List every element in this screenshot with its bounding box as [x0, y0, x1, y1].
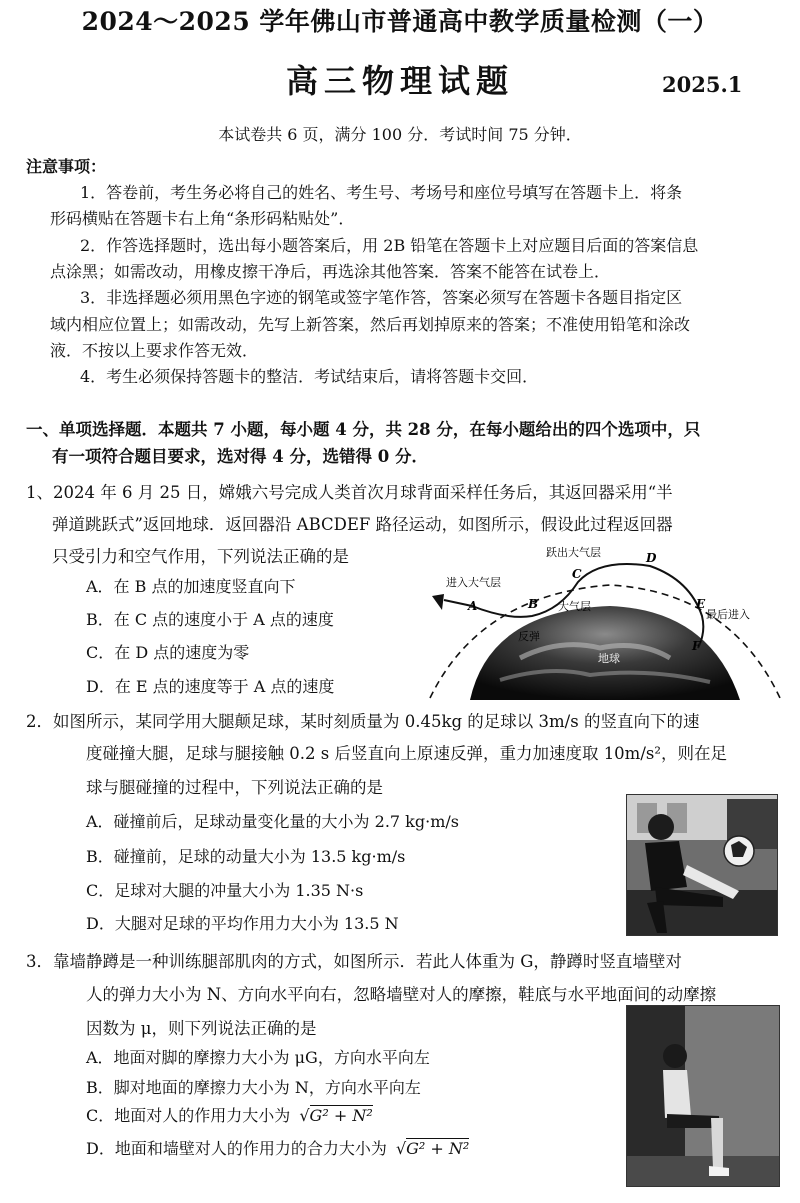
- exam-title: 2024～2025 学年佛山市普通高中教学质量检测（一）: [81, 7, 719, 36]
- notice-heading: 注意事项：: [26, 157, 107, 176]
- section-heading-line1: 一、单项选择题．本题共 7 小题，每小题 4 分，共 28 分，在每小题给出的四个选项中，只: [26, 420, 701, 439]
- q2-stem-line: 球与腿碰撞的过程中，下列说法正确的是: [86, 778, 383, 797]
- q3-stem-line: 因数为 μ，则下列说法正确的是: [86, 1019, 317, 1038]
- q3-option-c: [86, 1103, 373, 1126]
- q1-stem-line: 弹道跳跃式”返回地球．返回器沿 ABCDEF 路径运动，如图所示，假设此过程返回器: [52, 515, 673, 534]
- q1-stem-line: 1、2024 年 6 月 25 日，嫦娥六号完成人类首次月球背面采样任务后，其返回器采用“半: [26, 483, 673, 502]
- q1-stem-line: 只受引力和空气作用，下列说法正确的是: [52, 547, 349, 566]
- point-a: A: [468, 599, 478, 613]
- wall-squat-photo: [626, 1005, 780, 1187]
- notice-line: 1．答卷前，考生务必将自己的姓名、考生号、考场号和座位号填写在答题卡上．将条: [80, 183, 683, 202]
- exam-subtitle: 高三物理试题: [285, 62, 514, 100]
- section-heading-line2: 有一项符合题目要求，选对得 4 分，选错得 0 分．: [52, 447, 428, 466]
- label-rebound: 反弹: [518, 630, 540, 643]
- sqrt-expression: √G² + N²: [395, 1139, 470, 1158]
- q3-option-c-text: C．地面对人的作用力大小为: [86, 1106, 291, 1125]
- label-atmosphere: 大气层: [558, 600, 591, 613]
- label-jump-out: 跃出大气层: [546, 546, 601, 559]
- reentry-trajectory-figure: [410, 540, 790, 700]
- point-c: C: [572, 567, 582, 581]
- q2-option-c: C．足球对大腿的冲量大小为 1.35 N·s: [86, 881, 364, 900]
- q3-stem-line: 3．靠墙静蹲是一种训练腿部肌肉的方式，如图所示．若此人体重为 G，静蹲时竖直墙壁对: [26, 952, 682, 971]
- q2-stem-line: 2．如图所示，某同学用大腿颠足球，某时刻质量为 0.45kg 的足球以 3m/s 的竖直向下的速: [26, 712, 700, 731]
- q3-stem-line: 人的弹力大小为 N、方向水平向右，忽略墙壁对人的摩擦，鞋底与水平地面间的动摩擦: [86, 985, 717, 1004]
- label-final-enter: 最后进入: [706, 608, 750, 621]
- q1-option-b: B．在 C 点的速度小于 A 点的速度: [86, 610, 334, 629]
- q1-option-c: C．在 D 点的速度为零: [86, 643, 250, 662]
- notice-line: 4．考生必须保持答题卡的整洁．考试结束后，请将答题卡交回．: [80, 367, 539, 386]
- q3-option-a: A．地面对脚的摩擦力大小为 μG，方向水平向左: [86, 1048, 430, 1067]
- q2-option-a: A．碰撞前后，足球动量变化量的大小为 2.7 kg·m/s: [86, 812, 459, 831]
- q2-option-b: B．碰撞前，足球的动量大小为 13.5 kg·m/s: [86, 847, 406, 866]
- q2-stem-line: 度碰撞大腿，足球与腿接触 0.2 s 后竖直向上原速反弹，重力加速度取 10m/s²，则在足: [86, 744, 727, 763]
- q2-option-d: D．大腿对足球的平均作用力大小为 13.5 N: [86, 914, 399, 933]
- point-b: B: [528, 597, 539, 611]
- q3-option-d: [86, 1136, 469, 1159]
- q3-option-b: B．脚对地面的摩擦力大小为 N，方向水平向左: [86, 1078, 421, 1097]
- notice-line: 点涂黑；如需改动，用橡皮擦干净后，再选涂其他答案．答案不能答在试卷上．: [50, 262, 611, 281]
- notice-line: 2．作答选择题时，选出每小题答案后，用 2B 铅笔在答题卡上对应题目后面的答案信息: [80, 236, 699, 255]
- capsule-icon: [432, 594, 444, 610]
- point-f: F: [692, 639, 701, 653]
- q3-option-d-text: D．地面和墙壁对人的作用力的合力大小为: [86, 1139, 387, 1158]
- point-d: D: [646, 551, 657, 565]
- notice-line: 液．不按以上要求作答无效．: [50, 341, 259, 360]
- q1-option-d: D．在 E 点的速度等于 A 点的速度: [86, 677, 335, 696]
- label-enter: 进入大气层: [446, 576, 501, 589]
- exam-date: 2025.1: [662, 72, 743, 97]
- exam-intro: 本试卷共 6 页，满分 100 分．考试时间 75 分钟．: [218, 125, 582, 144]
- notice-line: 3．非选择题必须用黑色字迹的钢笔或签字笔作答，答案必须写在答题卡各题目指定区: [80, 288, 683, 307]
- point-e: E: [696, 597, 706, 611]
- football-photo: [626, 794, 778, 936]
- notice-line: 域内相应位置上；如需改动，先写上新答案，然后再划掉原来的答案；不准使用铅笔和涂改: [50, 315, 691, 334]
- notice-line: 形码横贴在答题卡右上角“条形码粘贴处”．: [50, 209, 355, 228]
- q1-option-a: A．在 B 点的加速度竖直向下: [86, 577, 296, 596]
- label-earth: 地球: [598, 652, 620, 665]
- sqrt-expression: √G² + N²: [299, 1106, 373, 1125]
